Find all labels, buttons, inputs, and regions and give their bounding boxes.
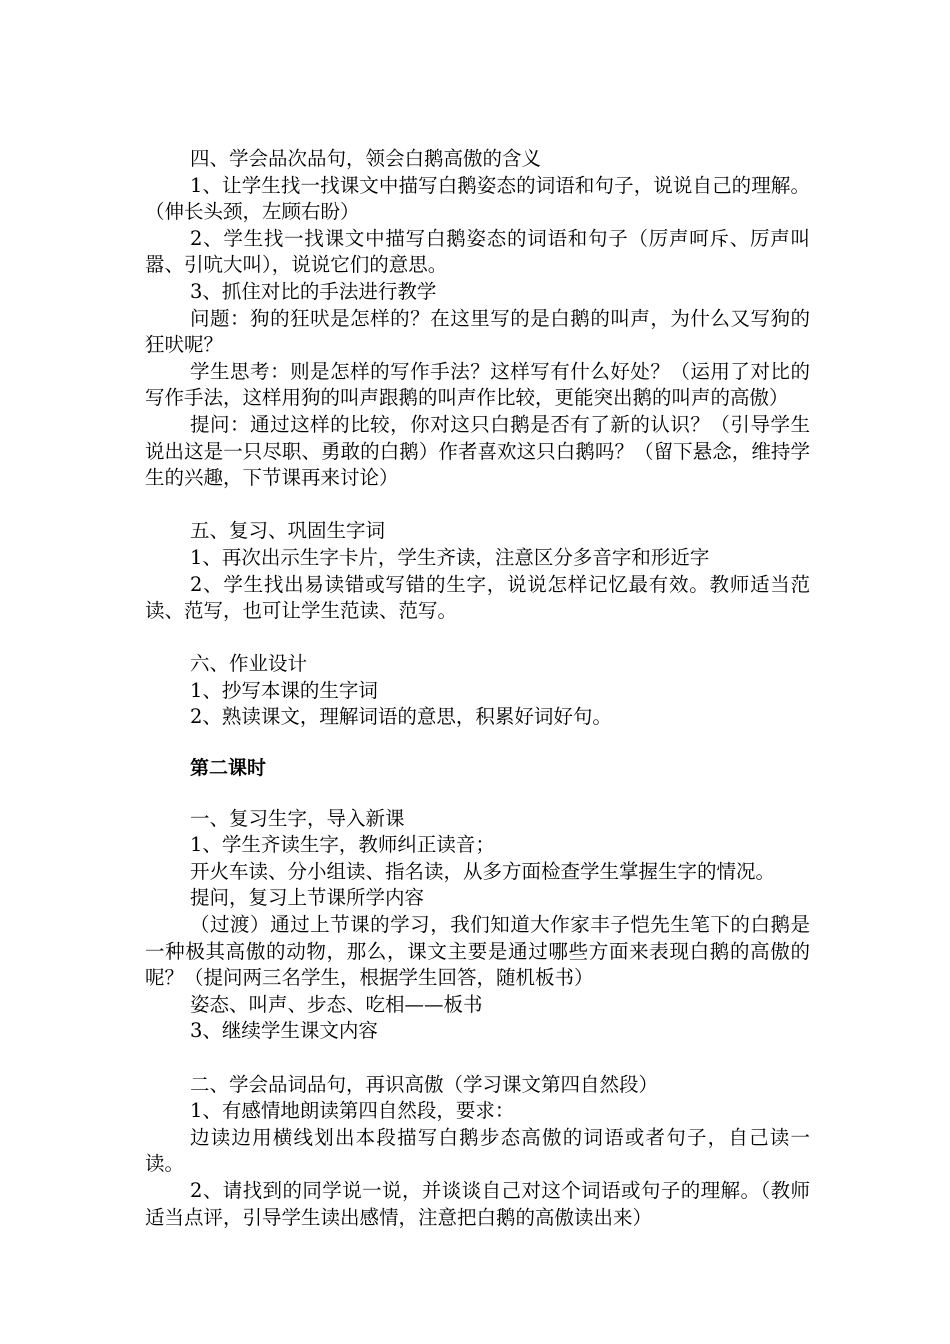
paragraph: 姿态、叫声、步态、吃相——板书 (190, 992, 483, 1016)
paragraph: 边读边用横线划出本段描写白鹅步态高傲的词语或者句子，自己读一读。 (145, 1125, 810, 1176)
paragraph: 提问，复习上节课所学内容 (190, 886, 425, 910)
section-heading-1: 一、复习生字，导入新课 (190, 806, 405, 830)
paragraph: 1、再次出示生字卡片，学生齐读，注意区分多音字和形近字 (190, 545, 710, 569)
paragraph: 1、学生齐读生字，教师纠正读音； (190, 833, 495, 857)
document-page (145, 146, 810, 1231)
blank-line (145, 782, 810, 806)
blank-line (145, 492, 810, 519)
blank-line (145, 625, 810, 652)
section-heading-2: 二、学会品词品句，再识高傲（学习课文第四自然段） (190, 1072, 659, 1096)
lesson-heading: 第二课时 (190, 757, 267, 780)
paragraph: 2、学生找一找课文中描写白鹅姿态的词语和句子（厉声呵斥、厉声叫嚣、引吭大叫），说说它们的意思。 (145, 226, 810, 277)
paragraph: 1、抄写本课的生字词 (190, 678, 378, 702)
paragraph: 问题：狗的狂吠是怎样的？在这里写的是白鹅的叫声，为什么又写狗的狂吠呢？ (145, 306, 810, 357)
paragraph: （过渡）通过上节课的学习，我们知道大作家丰子恺先生笔下的白鹅是一种极其高傲的动物，那么，课文主要是通过哪些方面来表现白鹅的高傲的呢？（提问两三名学生，根据学生回答，随机板书） (145, 913, 810, 990)
paragraph: 2、请找到的同学说一说，并谈谈自己对这个词语或句子的理解。（教师适当点评，引导学生读出感情，注意把白鹅的高傲读出来） (145, 1178, 810, 1229)
blank-line (145, 731, 810, 755)
paragraph: 1、让学生找一找课文中描写白鹅姿态的词语和句子，说说自己的理解。（伸长头颈，左顾右盼） (145, 173, 810, 224)
paragraph: 1、有感情地朗读第四自然段，要求： (190, 1099, 515, 1123)
paragraph: 2、学生找出易读错或写错的生字，说说怎样记忆最有效。教师适当范读、范写，也可让学生范读、范写。 (145, 572, 810, 623)
section-heading-6: 六、作业设计 (190, 652, 308, 676)
paragraph: 提问：通过这样的比较，你对这只白鹅是否有了新的认识？（引导学生说出这是一只尽职、勇敢的白鹅）作者喜欢这只白鹅吗？（留下悬念，维持学生的兴趣，下节课再来讨论） (145, 412, 810, 490)
paragraph: 3、抓住对比的手法进行教学 (190, 279, 437, 303)
section-heading-5: 五、复习、巩固生字词 (190, 519, 386, 543)
paragraph: 2、熟读课文，理解词语的意思，积累好词好句。 (190, 705, 612, 729)
blank-line (145, 1045, 810, 1072)
paragraph: 3、继续学生课文内容 (190, 1019, 378, 1043)
paragraph: 开火车读、分小组读、指名读，从多方面检查学生掌握生字的情况。 (190, 859, 776, 883)
paragraph: 学生思考：则是怎样的写作手法？这样写有什么好处？（运用了对比的写作手法，这样用狗的叫声跟鹅的叫声作比较，更能突出鹅的叫声的高傲） (145, 359, 810, 410)
section-heading-4: 四、学会品次品句，领会白鹅高傲的含义 (190, 147, 542, 170)
